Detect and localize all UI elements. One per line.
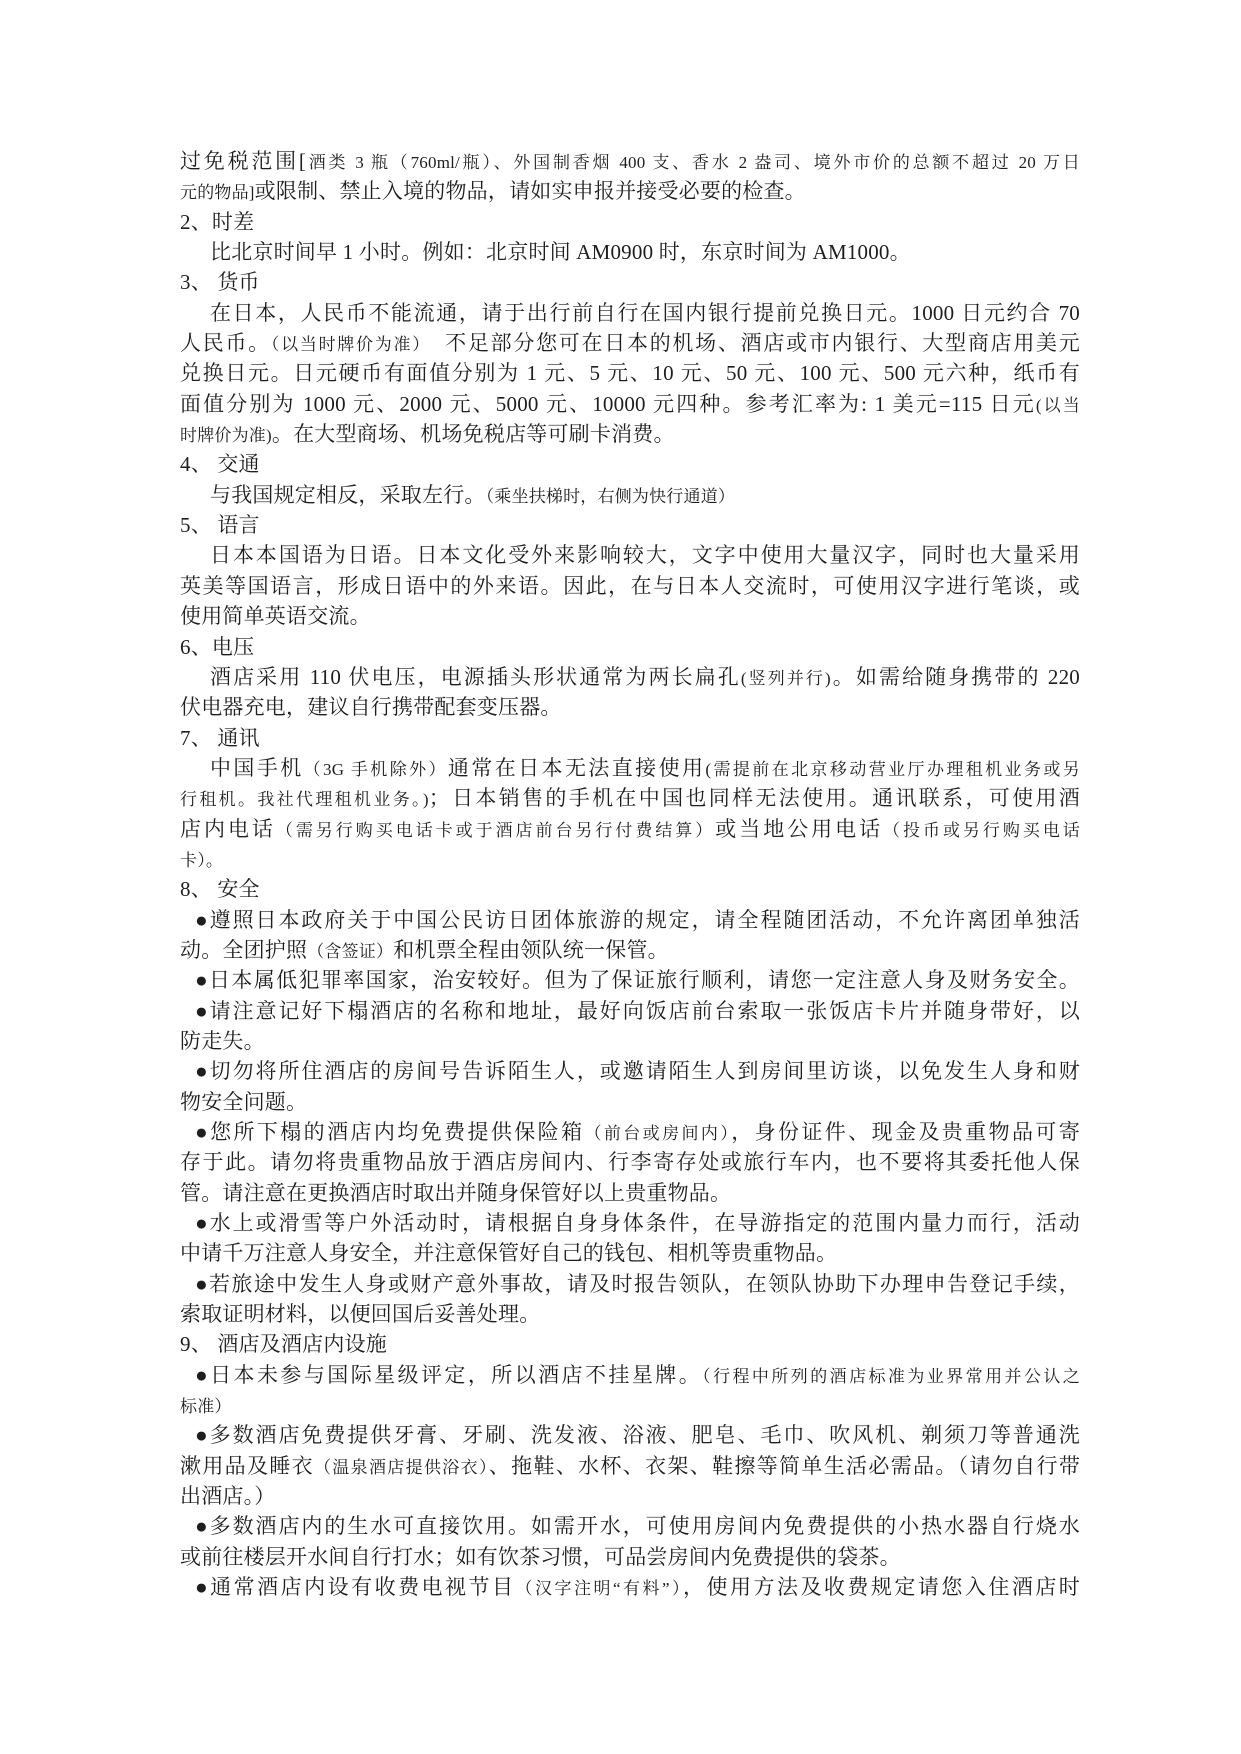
annotation-text-segment: （需另行购买电话卡或于酒店前台另行付费结算）: [275, 820, 716, 840]
annotation-text-segment: （投币或另行购买电话: [883, 820, 1080, 840]
body-text-segment: 店内电话: [180, 816, 276, 841]
body-text-segment: 2、时差: [180, 209, 255, 234]
text-line: [180, 1390, 1080, 1420]
body-text-segment: 索取证明材料，以便回国后妥善处理。: [180, 1302, 541, 1327]
annotation-text-segment: （含签证）: [307, 941, 394, 961]
body-text-segment: ●多数酒店内的生水可直接饮用。如需开水，可使用房间内免费提供的小热水器自行烧水: [195, 1514, 1080, 1539]
body-text-segment: 过免税范围[: [180, 149, 307, 173]
body-text-segment: 5、 语言: [180, 513, 260, 538]
body-text-segment: 酒店采用 110 伏电压，电源插头形状通常为两长扁孔: [210, 664, 741, 689]
annotation-text-segment: 时牌价为准): [180, 426, 272, 446]
body-text-segment: 防走失。: [180, 1028, 265, 1053]
body-text-segment: 中国手机: [210, 755, 304, 780]
body-text-segment: ●多数酒店免费提供牙膏、牙刷、洗发液、浴液、肥皂、毛巾、吹风机、剃须刀等普通洗: [195, 1423, 1080, 1448]
text-line: [180, 1542, 1080, 1572]
body-text-segment: ●水上或滑雪等户外活动时，请根据自身身体条件，在导游指定的范围内量力而行，活动: [195, 1211, 1080, 1236]
text-line: [180, 419, 1080, 449]
annotation-text-segment: （3G 手机除外）: [303, 759, 448, 779]
text-line: [180, 571, 1080, 601]
text-line: [180, 1481, 1080, 1511]
annotation-text-segment: （乘坐扶梯时，右侧为快行通道）: [485, 486, 736, 506]
text-line: [180, 328, 1080, 358]
body-text-segment: 不足部分您可在日本的机场、酒店或市内银行、大型商店用美元: [422, 331, 1080, 356]
text-line: [180, 935, 1080, 965]
text-line: [180, 996, 1080, 1026]
body-text-segment: 比北京时间早 1 小时。例如：北京时间 AM0900 时，东京时间为 AM1000。: [210, 240, 911, 265]
body-text-segment: ●通常酒店内设有收费电视节目: [195, 1575, 516, 1600]
text-line: [180, 1178, 1080, 1208]
text-line: [180, 449, 1080, 479]
body-text-segment: 伏电器充电，建议自行携带配套变压器。: [180, 695, 562, 720]
annotation-text-segment: 标准）: [180, 1397, 232, 1417]
annotation-text-segment: (需提前在北京移动营业厅办理租机业务或另: [705, 759, 1080, 779]
text-line: [180, 207, 1080, 237]
body-text-segment: ●若旅途中发生人身或财产意外事故，请及时报告领队，在领队协助下办理申告登记手续，: [195, 1271, 1080, 1296]
body-text-segment: 出酒店。）: [180, 1484, 276, 1509]
body-text-segment: ●请注意记好下榻酒店的名称和地址，最好向饭店前台索取一张饭店卡片并随身带好，以: [195, 998, 1080, 1023]
body-text-segment: 使用简单英语交流。: [180, 604, 371, 629]
body-text-segment: 9、 酒店及酒店内设施: [180, 1332, 387, 1357]
annotation-text-segment: 行租机。我社代理租机业务。): [180, 790, 429, 810]
text-line: [180, 601, 1080, 631]
body-text-segment: 3、 货币: [180, 270, 260, 295]
text-line: [180, 723, 1080, 753]
text-line: [180, 1056, 1080, 1086]
annotation-text-segment: 卡）。: [180, 850, 224, 870]
body-text-segment: 在日本，人民币不能流通，请于出行前自行在国内银行提前兑换日元。1000 日元约合 70: [210, 300, 1080, 325]
body-text-segment: ●遵照日本政府关于中国公民访日团体旅游的规定，请全程随团活动，不允许离团单独活: [195, 907, 1080, 932]
body-text-segment: 7、 通讯: [180, 725, 260, 750]
text-line: [180, 1511, 1080, 1541]
text-line: [180, 1117, 1080, 1147]
text-line: [180, 237, 1080, 267]
text-line: [180, 176, 1080, 206]
text-line: [180, 510, 1080, 540]
text-line: [180, 1026, 1080, 1056]
text-line: [180, 965, 1080, 995]
body-text-segment: 漱用品及睡衣: [180, 1453, 314, 1478]
body-text-segment: 管。请注意在更换酒店时取出并随身保管好以上贵重物品。: [180, 1180, 732, 1205]
annotation-text-segment: 元的物品]: [180, 183, 255, 203]
body-text-segment: 人民币。: [180, 331, 271, 356]
text-line: [180, 1147, 1080, 1177]
body-text-segment: 、拖鞋、水杯、衣架、鞋擦等简单生活必需品。（请勿自行带: [488, 1453, 1081, 1478]
body-text-segment: 物安全问题。: [180, 1089, 308, 1114]
body-text-segment: 或限制、禁止入境的物品，请如实申报并接受必要的检查。: [254, 179, 806, 204]
text-line: [180, 1208, 1080, 1238]
annotation-text-segment: （汉字注明“有料”）: [515, 1579, 683, 1599]
document-page: [180, 146, 1080, 1603]
text-line: [180, 1299, 1080, 1329]
annotation-text-segment: （前台或房间内）: [584, 1124, 732, 1143]
body-text-segment: 或前往楼层开水间自行打水；如有饮茶习惯，可品尝房间内免费提供的袋茶。: [180, 1544, 901, 1569]
text-line: [180, 1087, 1080, 1117]
body-text-segment: 动。全团护照: [180, 937, 308, 962]
text-line: [180, 146, 1080, 176]
text-line: [180, 814, 1080, 844]
body-text-segment: 日本本国语为日语。日本文化受外来影响较大，文字中使用大量汉字，同时也大量采用: [210, 543, 1080, 568]
body-text-segment: 英美等国语言，形成日语中的外来语。因此，在与日本人交流时，可使用汉字进行笔谈，或: [180, 573, 1080, 598]
text-line: [180, 1329, 1080, 1359]
body-text-segment: ●您所下榻的酒店内均免费提供保险箱: [195, 1120, 585, 1144]
text-line: [180, 1360, 1080, 1390]
text-line: [180, 905, 1080, 935]
annotation-text-segment: （行程中所列的酒店标准为业界常用并公认之: [702, 1366, 1080, 1386]
text-line: [180, 540, 1080, 570]
body-text-segment: 中请千万注意人身安全，并注意保管好自己的钱包、相机等贵重物品。: [180, 1241, 838, 1266]
body-text-segment: ，使用方法及收费规定请您入住酒店时: [683, 1575, 1081, 1600]
body-text-segment: 8、 安全: [180, 877, 260, 902]
body-text-segment: 兑换日元。日元硬币有面值分别为 1 元、5 元、10 元、50 元、100 元、500 元六种，纸币有: [180, 361, 1080, 386]
text-line: [180, 844, 1080, 874]
annotation-text-segment: (竖列并行): [740, 668, 831, 688]
body-text-segment: 4、 交通: [180, 452, 260, 477]
text-line: [180, 1238, 1080, 1268]
text-line: [180, 1269, 1080, 1299]
text-line: [180, 267, 1080, 297]
body-text-segment: 存于此。请勿将贵重物品放于酒店房间内、行李寄存处或旅行车内，也不要将其委托他人保: [180, 1150, 1080, 1175]
body-text-segment: 面值分别为 1000 元、2000 元、5000 元、10000 元四种。参考汇率为: 1 美元=115 日元: [180, 391, 1036, 416]
text-line: [180, 874, 1080, 904]
body-text-segment: 。在大型商场、机场免税店等可刷卡消费。: [271, 422, 675, 447]
text-line: [180, 692, 1080, 722]
body-text-segment: 。如需给随身携带的 220: [830, 664, 1081, 689]
body-text-segment: ●日本未参与国际星级评定，所以酒店不挂星牌。: [195, 1362, 703, 1387]
body-text-segment: ；日本销售的手机在中国也同样无法使用。通讯联系，可使用酒: [428, 786, 1080, 811]
body-text-segment: ●日本属低犯罪率国家，治安较好。但为了保证旅行顺利，请您一定注意人身及财务安全。: [195, 968, 1080, 993]
text-line: [180, 1451, 1080, 1481]
text-line: [180, 298, 1080, 328]
text-line: [180, 632, 1080, 662]
text-line: [180, 753, 1080, 783]
annotation-text-segment: 酒类 3 瓶（760ml/瓶）、外国制香烟 400 支、香水 2 盎司、境外市价的总额不超过 20 万日: [306, 153, 1080, 172]
annotation-text-segment: （温泉酒店提供浴衣）: [313, 1457, 489, 1477]
text-line: [180, 1420, 1080, 1450]
text-line: [180, 1572, 1080, 1602]
body-text-segment: ●切勿将所住酒店的房间号告诉陌生人，或邀请陌生人到房间里访谈，以免发生人身和财: [195, 1059, 1080, 1084]
annotation-text-segment: (以当: [1035, 395, 1080, 415]
body-text-segment: 和机票全程由领队统一保管。: [393, 937, 669, 962]
body-text-segment: 与我国规定相反，采取左行。: [210, 482, 486, 507]
body-text-segment: ，身份证件、现金及贵重物品可寄: [731, 1120, 1080, 1144]
text-line: [180, 783, 1080, 813]
body-text-segment: 6、电压: [180, 634, 255, 659]
text-line: [180, 662, 1080, 692]
annotation-text-segment: （以当时牌价为准）: [270, 335, 423, 355]
body-text-segment: 或当地公用电话: [715, 816, 884, 841]
body-text-segment: 通常在日本无法直接使用: [447, 755, 706, 780]
text-line: [180, 480, 1080, 510]
text-line: [180, 389, 1080, 419]
text-line: [180, 358, 1080, 388]
